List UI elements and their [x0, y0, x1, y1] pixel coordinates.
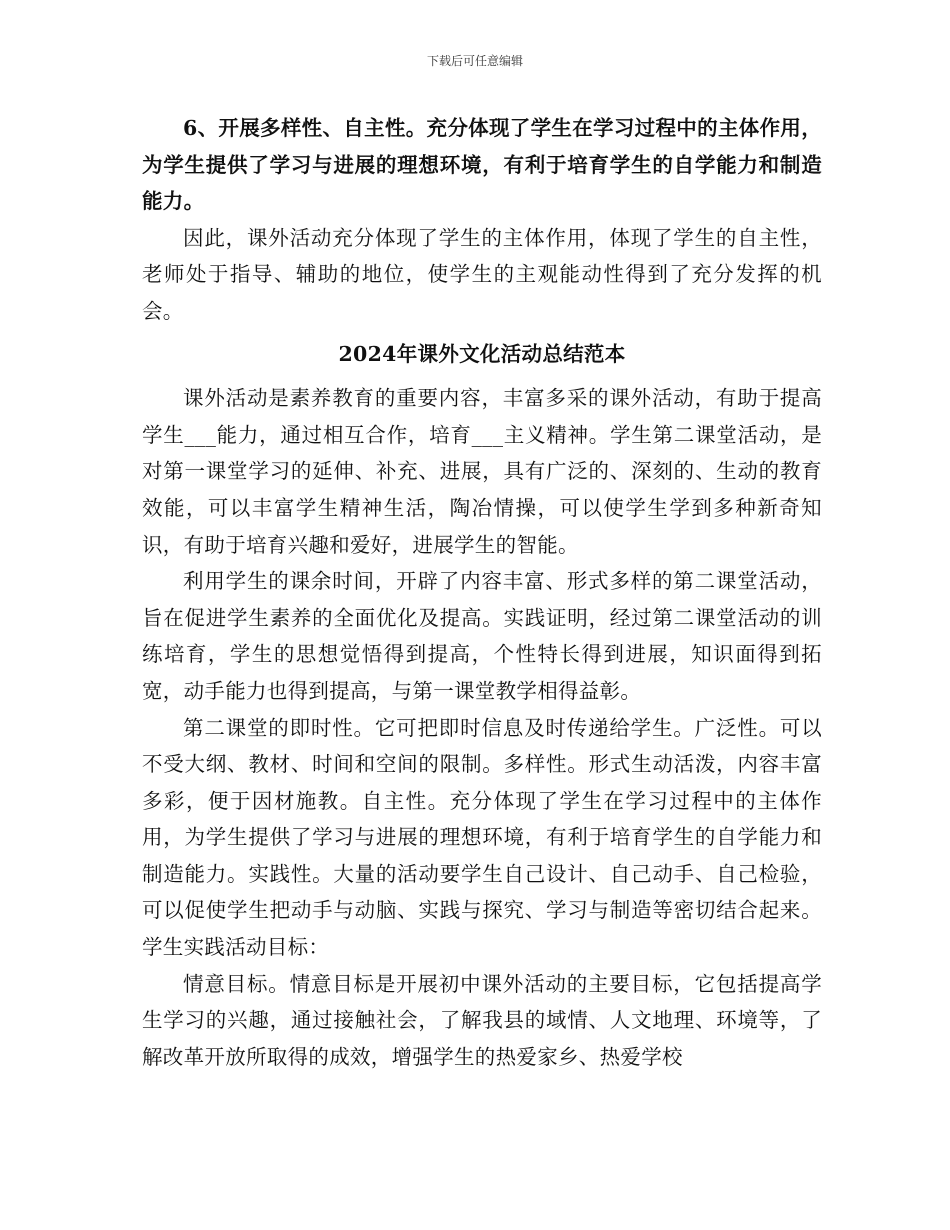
- document-body: [142, 110, 822, 1075]
- body-paragraph-3: 第二课堂的即时性。它可把即时信息及时传递给学生。广泛性。可以不受大纲、教材、时间和空间的限制。多样性。形式生动活泼，内容丰富多彩，便于因材施教。自主性。充分体现了学生在学习过程中的主体作用，为学生提供了学习与进展的理想环境，有利于培育学生的自学能力和制造能力。实践性。大量的活动要学生自己设计、自己动手、自己检验，可以促使学生把动手与动脑、实践与探究、学习与制造等密切结合起来。学生实践活动目标：: [142, 715, 822, 960]
- page-header: 下载后可任意编辑: [426, 54, 523, 68]
- body-paragraph-2: 利用学生的课余时间，开辟了内容丰富、形式多样的第二课堂活动，旨在促进学生素养的全面优化及提高。实践证明，经过第二课堂活动的训练培育，学生的思想觉悟得到提高，个性特长得到进展，知识面得到拓宽，动手能力也得到提高，与第一课堂教学相得益彰。: [142, 569, 822, 703]
- conclusion-paragraph: 因此，课外活动充分体现了学生的主体作用，体现了学生的自主性，老师处于指导、辅助的地位，使学生的主观能动性得到了充分发挥的机会。: [142, 225, 822, 323]
- body-paragraph-4: 情意目标。情意目标是开展初中课外活动的主要目标，它包括提高学生学习的兴趣，通过接触社会，了解我县的域情、人文地理、环境等，了解改革开放所取得的成效，增强学生的热爱家乡、热爱学校: [142, 971, 822, 1069]
- body-paragraph-1: 课外活动是素养教育的重要内容，丰富多采的课外活动，有助于提高学生___能力，通过相互合作，培育___主义精神。学生第二课堂活动，是对第一课堂学习的延伸、补充、进展，具有广泛的、深刻的、生动的教育效能，可以丰富学生精神生活，陶冶情操，可以使学生学到多种新奇知识，有助于培育兴趣和爱好，进展学生的智能。: [142, 386, 822, 557]
- section-title: 2024年课外文化活动总结范本: [338, 341, 626, 366]
- bold-paragraph: 6、开展多样性、自主性。充分体现了学生在学习过程中的主体作用，为学生提供了学习与进展的理想环境，有利于培育学生的自学能力和制造能力。: [142, 116, 822, 214]
